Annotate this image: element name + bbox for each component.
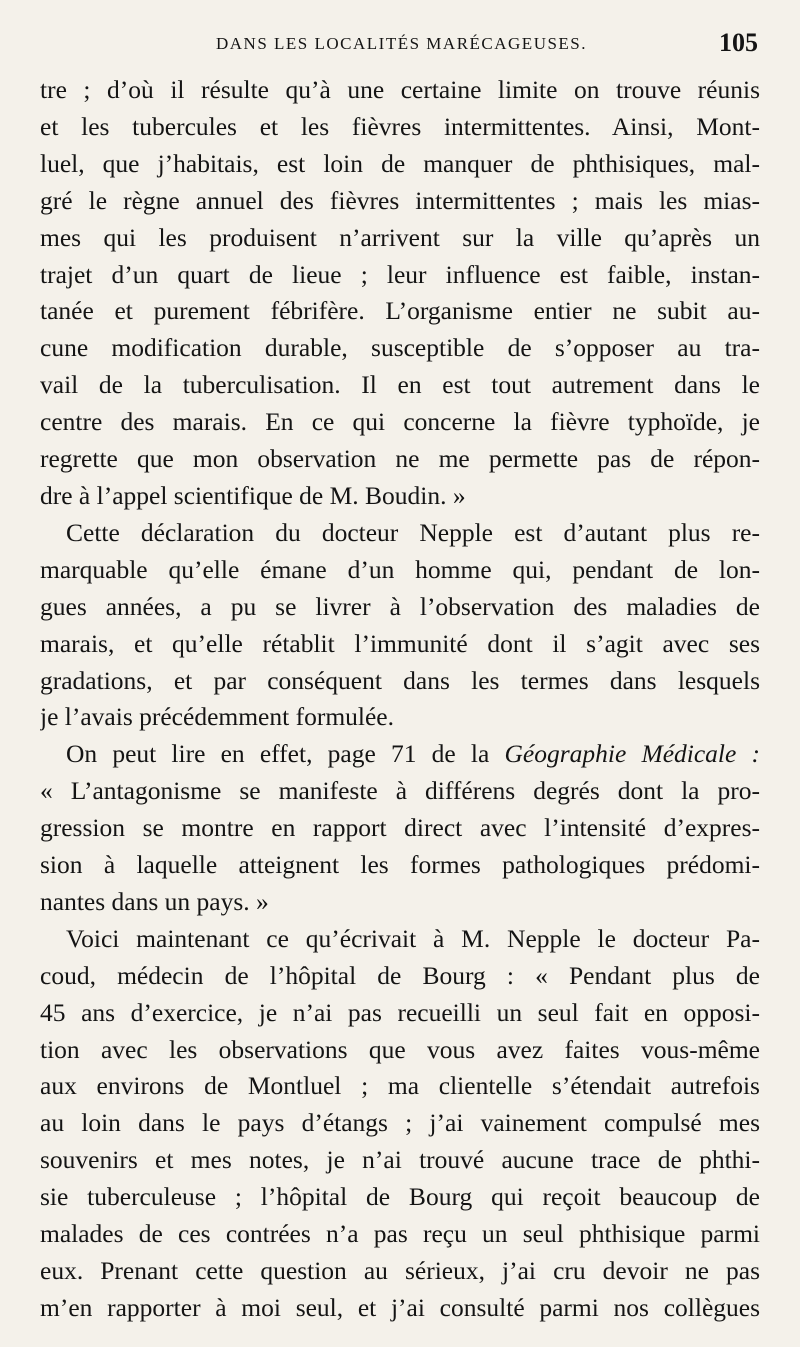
text-line: nantes dans un pays. » [40,886,269,916]
text-line: cune modification durable, susceptible de s’opposer au tra- [40,333,760,363]
text-line: trajet d’un quart de lieue ; leur influence est faible, instan- [40,259,760,289]
text-line: coud, médecin de l’hôpital de Bourg : « Pendant plus de [40,960,760,990]
text-line: au loin dans le pays d’étangs ; j’ai vainement compulsé mes [40,1108,760,1138]
text-line: et les tubercules et les fièvres intermittentes. Ainsi, Mont- [40,111,760,141]
text-line: souvenirs et mes notes, je n’ai trouvé aucune trace de phthi- [40,1145,760,1175]
text-line: gré le règne annuel des fièvres intermittentes ; mais les mias- [40,185,760,215]
book-title: Géographie Médicale : [504,739,760,769]
page-number: 105 [719,28,758,57]
paragraph [40,921,760,1327]
text-line: 45 ans d’exercice, je n’ai pas recueilli un seul fait en opposi- [40,997,760,1027]
text-line: Cette déclaration du docteur Nepple est d’autant plus re- [66,517,760,547]
text-line: gradations, et par conséquent dans les termes dans lesquels [40,665,760,695]
text-line [40,736,760,773]
text-line: sie tuberculeuse ; l’hôpital de Bourg qui reçoit beaucoup de [40,1182,760,1212]
text-line: eux. Prenant cette question au sérieux, j’ai cru devoir ne pas [40,1256,760,1285]
running-head [40,28,760,72]
text-line: m’en rapporter à moi seul, et j’ai consulté parmi nos collègues [40,1292,760,1322]
text-line: luel, que j’habitais, est loin de manquer de phthisiques, mal- [40,148,760,178]
text-line: tre ; d’où il résulte qu’à une certaine limite on trouve réunis [40,75,760,104]
running-title: DANS LES LOCALITÉS MARÉCAGEUSES. [216,34,588,53]
text-line: Voici maintenant ce qu’écrivait à M. Nepple le docteur Pa- [66,923,760,953]
text-line: aux environs de Montluel ; ma clientelle s’étendait autrefois [40,1071,760,1101]
text-line: tion avec les observations que vous avez faites vous-même [40,1034,760,1064]
text-line: regrette que mon observation ne me permette pas de répon- [40,444,760,474]
paragraph [40,515,760,736]
text-line: centre des marais. En ce qui concerne la fièvre typhoïde, je [40,407,760,437]
text-line: vail de la tuberculisation. Il en est tout autrement dans le [40,370,760,400]
text-line: mes qui les produisent n’arrivent sur la ville qu’après un [40,222,760,252]
text-line: marquable qu’elle émane d’un homme qui, pendant de lon- [40,554,760,584]
body-text [40,72,760,1327]
text-line: « L’antagonisme se manifeste à différens degrés dont la pro- [40,776,760,806]
text-line: dre à l’appel scientifique de M. Boudin. » [40,480,466,510]
paragraph [40,72,760,515]
text-line: malades de ces contrées n’a pas reçu un seul phthisique parmi [40,1219,760,1249]
text-line: gues années, a pu se livrer à l’observation des maladies de [40,591,760,621]
text-line: tanée et purement fébrifère. L’organisme entier ne subit au- [40,296,760,326]
paragraph [40,736,760,921]
text-line: marais, et qu’elle rétablit l’immunité dont il s’agit avec ses [40,628,760,658]
text-line: je l’avais précédemment formulée. [40,702,394,732]
text-line: sion à laquelle atteignent les formes pathologiques prédomi- [40,850,760,880]
text-line: gression se montre en rapport direct avec l’intensité d’expres- [40,813,760,843]
text-run: On peut lire en effet, page 71 de la [66,739,505,769]
